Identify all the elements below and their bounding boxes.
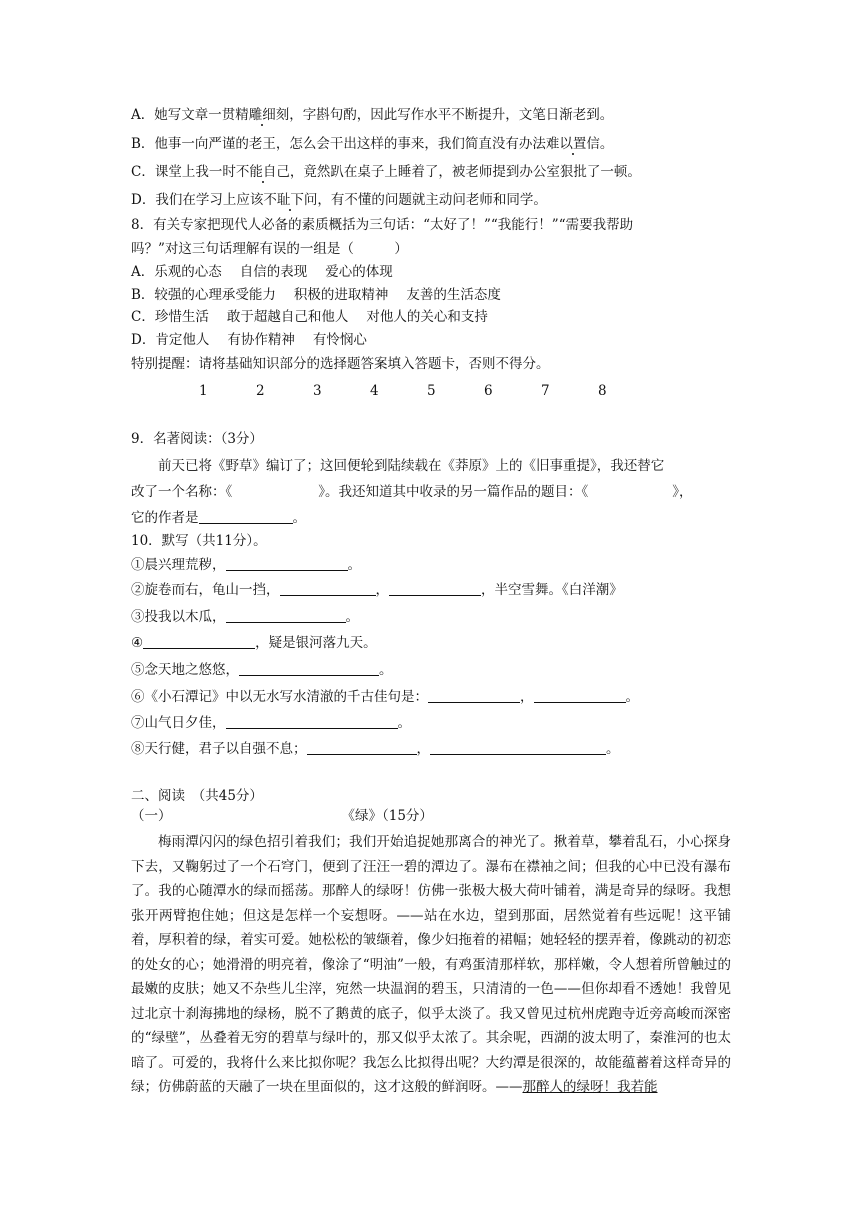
q8-option-b: B．较强的心理承受能力 积极的进取精神 友善的生活态度 bbox=[131, 287, 501, 303]
answer-blank bbox=[143, 633, 255, 649]
special-reminder: 特别提醒：请将基础知识部分的选择题答案填入答题卡，否则不得分。 bbox=[131, 356, 550, 372]
answer-blank bbox=[239, 660, 379, 676]
answer-blank bbox=[428, 687, 520, 703]
q8-option-d: D．肯定他人 有协作精神 有怜悯心 bbox=[131, 332, 367, 348]
q9-line1: 前天已将《野草》编订了；这回便轮到陆续载在《莽原》上的《旧事重提》，我还替它 bbox=[158, 458, 665, 474]
answer-blank bbox=[430, 739, 606, 755]
answer-blank bbox=[226, 555, 348, 571]
q7-option-d: D．我们在学习上应该不耻下问，有不懂的问题就主动问老师和同学。 bbox=[131, 192, 547, 208]
q8-option-c: C．珍惜生活 敢于超越自己和他人 对他人的关心和支持 bbox=[131, 309, 488, 325]
underlined-sentence: 那醉人的绿呀！我若能 bbox=[522, 1079, 658, 1095]
answer-blank bbox=[226, 607, 346, 623]
dotted-phrase: 不耻下问 bbox=[263, 192, 318, 208]
q10-item2: ②旋卷而右，龟山一挡， ， ，半空雪舞。《白洋潮》 bbox=[131, 582, 623, 598]
dotted-phrase: 难以置信 bbox=[545, 136, 600, 152]
answer-blank bbox=[199, 508, 293, 524]
q10-title: 10．默写（共11分）。 bbox=[131, 533, 267, 549]
answer-card-numbers: 1 2 3 4 5 6 7 8 bbox=[199, 383, 607, 399]
q7-option-c: C．课堂上我一时不能自己，竟然趴在桌子上睡着了，被老师提到办公室狠批了一顿。 bbox=[131, 164, 641, 180]
q10-item6: ⑥《小石潭记》中以无水写水清澈的千古佳句是： ， 。 bbox=[131, 689, 639, 705]
q10-item7: ⑦山气日夕佳， 。 bbox=[131, 715, 411, 731]
answer-blank bbox=[280, 580, 376, 596]
q10-item4: ④ ，疑是银河落九天。 bbox=[131, 635, 377, 651]
q10-item1: ①晨兴理荒秽， 。 bbox=[131, 557, 361, 573]
answer-blank bbox=[389, 580, 481, 596]
dotted-phrase: 不能自己 bbox=[235, 164, 290, 180]
q9-title: 9．名著阅读：（3分） bbox=[131, 431, 263, 447]
q7-option-a: A．她写文章一贯精雕细刻，字斟句酌，因此写作水平不断提升，文笔日渐老到。 bbox=[131, 107, 614, 123]
q10-item5: ⑤念天地之悠悠， 。 bbox=[131, 662, 393, 678]
q7-option-b: B．他事一向严谨的老王，怎么会干出这样的事来，我们简直没有办法难以置信。 bbox=[131, 136, 614, 152]
q8-stem-line1: 8．有关专家把现代人必备的素质概括为三句话：“太好了！”“我能行！”“需要我帮助 bbox=[131, 217, 634, 233]
q8-option-a: A．乐观的心态 自信的表现 爱心的体现 bbox=[131, 264, 393, 280]
q9-line2: 改了一个名称：《 》。我还知道其中收录的另一篇作品的题目：《 》， bbox=[131, 484, 693, 500]
answer-blank bbox=[307, 739, 417, 755]
q10-item8: ⑧天行健，君子以自强不息； ， 。 bbox=[131, 741, 620, 757]
section2-subtitle: （一） 《绿》（15分） bbox=[131, 808, 433, 824]
reading-passage: 梅雨潭闪闪的绿色招引着我们；我们开始追捉她那离合的神光了。揪着草，攀着乱石，小心探身下去，又鞠躬过了一个石穹门，便到了汪汪一碧的潭边了。瀑布在襟袖之间；但我的心中已没有瀑布了。我的心随潭水的绿而摇荡。那醉人的绿呀！仿佛一张极大极大荷叶铺着，满是奇异的绿呀。我想张开两臂抱住她；但这是怎样一个妄想呀。——站在水边，望到那面，居然觉着有些远呢！这平铺着，厚积着的绿，着实可爱。她松松的皱缬着，像少妇拖着的裙幅；她轻轻的摆弄着，像跳动的初恋的处女的心；她滑滑的明亮着，像涂了“明油”一般，有鸡蛋清那样软，那样嫩，令人想着所曾触过的最嫩的皮肤；她又不杂些儿尘滓，宛然一块温润的碧玉，只清清的一色——但你却看不透她！我曾见过北京十刹海拂地的绿杨，脱不了鹅黄的底子，似乎太淡了。我又曾见过杭州虎跑寺近旁高峻而深密的“绿壁”，丛叠着无穷的碧草与绿叶的，那又似乎太浓了。其余呢，西湖的波太明了，秦淮河的也太暗了。可爱的，我将什么来比拟你呢？我怎么比拟得出呢？大约潭是很深的，故能蕴蓄着这样奇异的绿；仿佛蔚蓝的天融了一块在里面似的，这才这般的鲜润呀。——那醉人的绿呀！我若能 bbox=[131, 834, 731, 1095]
answer-blank bbox=[226, 713, 398, 729]
answer-blank bbox=[534, 687, 626, 703]
q10-item3: ③投我以木瓜， 。 bbox=[131, 609, 359, 625]
q8-stem-line2: 吗？”对这三句话理解有误的一组是（ ） bbox=[131, 241, 408, 257]
dotted-phrase: 精雕细刻 bbox=[235, 107, 290, 123]
q9-line3: 它的作者是 。 bbox=[131, 510, 306, 526]
section2-title: 二、阅读 （共45分） bbox=[131, 788, 263, 804]
